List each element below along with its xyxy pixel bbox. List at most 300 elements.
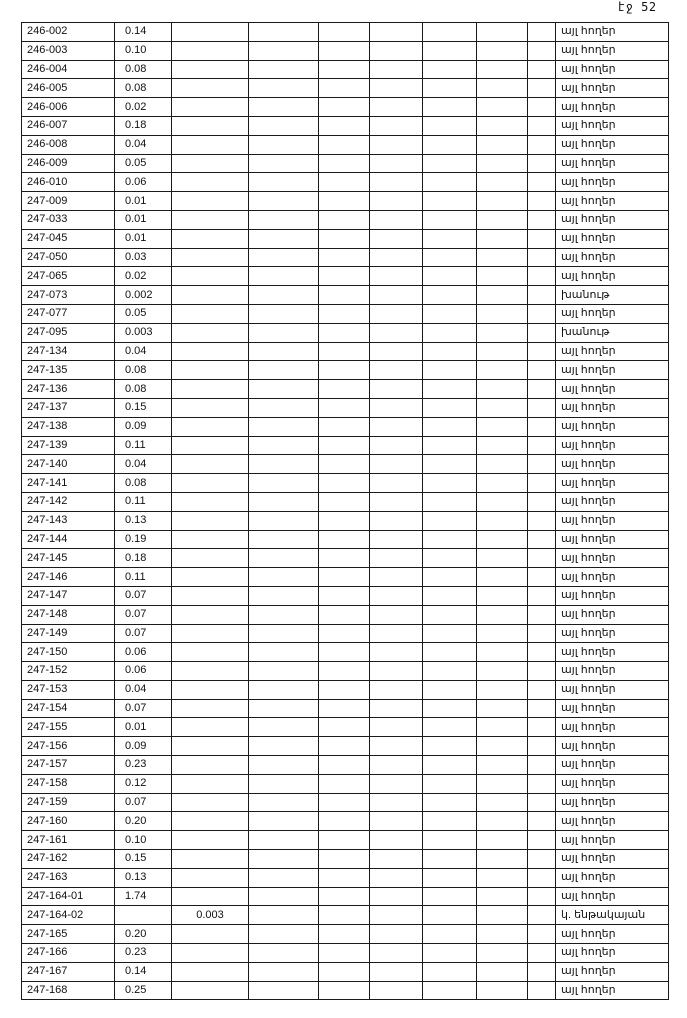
table-row <box>22 812 669 831</box>
parcel-code-cell: 247-065 <box>22 267 115 286</box>
empty-cell <box>423 624 477 643</box>
land-purpose-cell: այլ հողեր <box>556 173 669 192</box>
empty-cell <box>370 98 423 117</box>
empty-cell <box>249 60 319 79</box>
empty-cell <box>528 304 556 323</box>
parcel-code-cell: 246-008 <box>22 135 115 154</box>
empty-cell <box>423 718 477 737</box>
area-cell: 0.01 <box>115 210 172 229</box>
empty-cell <box>528 831 556 850</box>
empty-cell <box>528 680 556 699</box>
area-cell: 0.18 <box>115 116 172 135</box>
empty-cell <box>423 981 477 1000</box>
extra-area-cell <box>172 41 249 60</box>
empty-cell <box>423 793 477 812</box>
empty-cell <box>319 60 370 79</box>
empty-cell <box>477 737 528 756</box>
empty-cell <box>249 774 319 793</box>
empty-cell <box>249 41 319 60</box>
empty-cell <box>319 342 370 361</box>
area-cell: 0.01 <box>115 718 172 737</box>
land-purpose-cell: այլ հողեր <box>556 398 669 417</box>
empty-cell <box>423 41 477 60</box>
extra-area-cell <box>172 812 249 831</box>
empty-cell <box>477 248 528 267</box>
extra-area-cell <box>172 229 249 248</box>
extra-area-cell <box>172 267 249 286</box>
empty-cell <box>528 436 556 455</box>
empty-cell <box>528 380 556 399</box>
empty-cell <box>477 793 528 812</box>
empty-cell <box>249 229 319 248</box>
empty-cell <box>423 267 477 286</box>
empty-cell <box>249 568 319 587</box>
empty-cell <box>249 154 319 173</box>
empty-cell <box>319 850 370 869</box>
empty-cell <box>528 342 556 361</box>
empty-cell <box>319 436 370 455</box>
area-cell: 0.002 <box>115 286 172 305</box>
area-cell: 0.04 <box>115 342 172 361</box>
empty-cell <box>370 737 423 756</box>
table-row <box>22 417 669 436</box>
empty-cell <box>423 455 477 474</box>
empty-cell <box>319 210 370 229</box>
table-row <box>22 925 669 944</box>
empty-cell <box>319 549 370 568</box>
empty-cell <box>249 906 319 925</box>
table-row <box>22 41 669 60</box>
empty-cell <box>370 530 423 549</box>
empty-cell <box>370 229 423 248</box>
empty-cell <box>319 23 370 42</box>
empty-cell <box>370 116 423 135</box>
empty-cell <box>370 699 423 718</box>
empty-cell <box>249 925 319 944</box>
empty-cell <box>319 774 370 793</box>
empty-cell <box>423 398 477 417</box>
table-row <box>22 267 669 286</box>
empty-cell <box>249 286 319 305</box>
empty-cell <box>249 23 319 42</box>
table-row <box>22 492 669 511</box>
empty-cell <box>477 23 528 42</box>
area-cell: 0.05 <box>115 154 172 173</box>
area-cell <box>115 906 172 925</box>
extra-area-cell <box>172 154 249 173</box>
empty-cell <box>319 962 370 981</box>
table-row <box>22 286 669 305</box>
land-purpose-cell: այլ հողեր <box>556 868 669 887</box>
land-purpose-cell: այլ հողեր <box>556 850 669 869</box>
empty-cell <box>528 361 556 380</box>
empty-cell <box>319 586 370 605</box>
area-cell: 0.10 <box>115 41 172 60</box>
empty-cell <box>319 304 370 323</box>
empty-cell <box>423 756 477 775</box>
empty-cell <box>477 906 528 925</box>
empty-cell <box>249 944 319 963</box>
empty-cell <box>423 492 477 511</box>
empty-cell <box>423 774 477 793</box>
extra-area-cell <box>172 98 249 117</box>
empty-cell <box>528 850 556 869</box>
area-cell: 0.07 <box>115 793 172 812</box>
land-purpose-cell: այլ հողեր <box>556 492 669 511</box>
land-purpose-cell: այլ հողեր <box>556 474 669 493</box>
empty-cell <box>249 417 319 436</box>
area-cell: 0.11 <box>115 492 172 511</box>
parcel-code-cell: 247-165 <box>22 925 115 944</box>
land-purpose-cell: այլ հողեր <box>556 304 669 323</box>
empty-cell <box>423 135 477 154</box>
empty-cell <box>528 116 556 135</box>
extra-area-cell <box>172 173 249 192</box>
table-row <box>22 868 669 887</box>
empty-cell <box>423 229 477 248</box>
empty-cell <box>319 380 370 399</box>
land-purpose-cell: այլ հողեր <box>556 511 669 530</box>
area-cell: 0.07 <box>115 624 172 643</box>
extra-area-cell <box>172 23 249 42</box>
table-row <box>22 850 669 869</box>
parcel-code-cell: 247-168 <box>22 981 115 1000</box>
empty-cell <box>423 962 477 981</box>
extra-area-cell <box>172 568 249 587</box>
parcel-code-cell: 247-156 <box>22 737 115 756</box>
land-purpose-cell: այլ հողեր <box>556 417 669 436</box>
parcel-code-cell: 246-007 <box>22 116 115 135</box>
empty-cell <box>528 812 556 831</box>
empty-cell <box>249 474 319 493</box>
page-number: էջ 52 <box>618 0 657 14</box>
table-row <box>22 192 669 211</box>
empty-cell <box>370 511 423 530</box>
land-purpose-cell: այլ հողեր <box>556 549 669 568</box>
table-row <box>22 361 669 380</box>
empty-cell <box>370 492 423 511</box>
table-row <box>22 662 669 681</box>
empty-cell <box>370 192 423 211</box>
land-purpose-cell: այլ հողեր <box>556 455 669 474</box>
extra-area-cell <box>172 624 249 643</box>
empty-cell <box>423 248 477 267</box>
table-row <box>22 23 669 42</box>
empty-cell <box>249 210 319 229</box>
empty-cell <box>528 173 556 192</box>
empty-cell <box>528 624 556 643</box>
empty-cell <box>423 662 477 681</box>
extra-area-cell <box>172 605 249 624</box>
empty-cell <box>423 530 477 549</box>
extra-area-cell <box>172 248 249 267</box>
empty-cell <box>370 304 423 323</box>
empty-cell <box>249 323 319 342</box>
parcel-code-cell: 247-148 <box>22 605 115 624</box>
land-purpose-cell: այլ հողեր <box>556 586 669 605</box>
empty-cell <box>528 962 556 981</box>
table-row <box>22 699 669 718</box>
empty-cell <box>370 60 423 79</box>
empty-cell <box>249 605 319 624</box>
parcel-code-cell: 247-136 <box>22 380 115 399</box>
table-row <box>22 718 669 737</box>
parcel-code-cell: 247-149 <box>22 624 115 643</box>
parcel-code-cell: 246-010 <box>22 173 115 192</box>
empty-cell <box>477 568 528 587</box>
empty-cell <box>370 154 423 173</box>
empty-cell <box>528 756 556 775</box>
empty-cell <box>423 173 477 192</box>
extra-area-cell <box>172 718 249 737</box>
empty-cell <box>528 41 556 60</box>
land-purpose-cell: կ. ենթակայան <box>556 906 669 925</box>
extra-area-cell <box>172 981 249 1000</box>
empty-cell <box>249 304 319 323</box>
empty-cell <box>528 718 556 737</box>
extra-area-cell <box>172 793 249 812</box>
parcel-code-cell: 247-159 <box>22 793 115 812</box>
land-purpose-cell: այլ հողեր <box>556 135 669 154</box>
land-purpose-cell: այլ հողեր <box>556 192 669 211</box>
empty-cell <box>423 98 477 117</box>
table-row <box>22 342 669 361</box>
land-purpose-cell: այլ հողեր <box>556 831 669 850</box>
empty-cell <box>423 737 477 756</box>
empty-cell <box>370 568 423 587</box>
parcel-code-cell: 246-009 <box>22 154 115 173</box>
parcel-code-cell: 247-142 <box>22 492 115 511</box>
empty-cell <box>528 23 556 42</box>
empty-cell <box>477 342 528 361</box>
extra-area-cell <box>172 286 249 305</box>
empty-cell <box>249 662 319 681</box>
land-purpose-cell: այլ հողեր <box>556 60 669 79</box>
empty-cell <box>249 737 319 756</box>
parcel-code-cell: 246-004 <box>22 60 115 79</box>
parcel-code-cell: 247-145 <box>22 549 115 568</box>
empty-cell <box>528 154 556 173</box>
empty-cell <box>423 79 477 98</box>
table-row <box>22 98 669 117</box>
parcel-code-cell: 247-045 <box>22 229 115 248</box>
empty-cell <box>370 210 423 229</box>
table-row <box>22 549 669 568</box>
land-purpose-cell: այլ հողեր <box>556 756 669 775</box>
land-purpose-cell: այլ հողեր <box>556 737 669 756</box>
parcel-code-cell: 247-009 <box>22 192 115 211</box>
parcel-code-cell: 247-077 <box>22 304 115 323</box>
empty-cell <box>319 662 370 681</box>
empty-cell <box>477 774 528 793</box>
area-cell: 0.02 <box>115 267 172 286</box>
empty-cell <box>477 267 528 286</box>
parcel-code-cell: 247-095 <box>22 323 115 342</box>
empty-cell <box>370 586 423 605</box>
empty-cell <box>319 417 370 436</box>
table-row <box>22 210 669 229</box>
land-purpose-cell: այլ հողեր <box>556 680 669 699</box>
land-purpose-cell: այլ հողեր <box>556 41 669 60</box>
empty-cell <box>249 342 319 361</box>
parcel-code-cell: 247-154 <box>22 699 115 718</box>
area-cell: 0.18 <box>115 549 172 568</box>
empty-cell <box>249 98 319 117</box>
empty-cell <box>528 793 556 812</box>
empty-cell <box>477 229 528 248</box>
table-row <box>22 248 669 267</box>
table-row <box>22 380 669 399</box>
empty-cell <box>370 23 423 42</box>
area-cell: 0.04 <box>115 455 172 474</box>
extra-area-cell <box>172 530 249 549</box>
empty-cell <box>370 887 423 906</box>
parcel-code-cell: 247-138 <box>22 417 115 436</box>
parcel-code-cell: 247-073 <box>22 286 115 305</box>
empty-cell <box>477 624 528 643</box>
extra-area-cell <box>172 436 249 455</box>
empty-cell <box>528 737 556 756</box>
area-cell: 0.19 <box>115 530 172 549</box>
extra-area-cell <box>172 398 249 417</box>
empty-cell <box>370 417 423 436</box>
empty-cell <box>319 812 370 831</box>
land-purpose-cell: այլ հողեր <box>556 210 669 229</box>
table-row <box>22 173 669 192</box>
empty-cell <box>477 643 528 662</box>
land-purpose-cell: այլ հողեր <box>556 774 669 793</box>
extra-area-cell <box>172 60 249 79</box>
empty-cell <box>528 79 556 98</box>
empty-cell <box>477 323 528 342</box>
table-row <box>22 79 669 98</box>
parcel-code-cell: 246-005 <box>22 79 115 98</box>
extra-area-cell <box>172 210 249 229</box>
empty-cell <box>477 887 528 906</box>
empty-cell <box>370 906 423 925</box>
empty-cell <box>423 511 477 530</box>
empty-cell <box>249 173 319 192</box>
empty-cell <box>370 41 423 60</box>
land-purpose-cell: այլ հողեր <box>556 568 669 587</box>
land-register-table <box>21 22 669 1000</box>
area-cell: 0.01 <box>115 192 172 211</box>
parcel-code-cell: 247-161 <box>22 831 115 850</box>
empty-cell <box>423 380 477 399</box>
empty-cell <box>528 586 556 605</box>
land-purpose-cell: այլ հողեր <box>556 530 669 549</box>
land-purpose-cell: այլ հողեր <box>556 793 669 812</box>
parcel-code-cell: 247-164-01 <box>22 887 115 906</box>
empty-cell <box>423 23 477 42</box>
land-purpose-cell: այլ հողեր <box>556 116 669 135</box>
extra-area-cell <box>172 699 249 718</box>
empty-cell <box>528 699 556 718</box>
empty-cell <box>249 135 319 154</box>
empty-cell <box>370 662 423 681</box>
empty-cell <box>249 549 319 568</box>
empty-cell <box>477 474 528 493</box>
empty-cell <box>370 981 423 1000</box>
empty-cell <box>249 380 319 399</box>
empty-cell <box>370 831 423 850</box>
table-row <box>22 680 669 699</box>
area-cell: 0.08 <box>115 361 172 380</box>
empty-cell <box>528 549 556 568</box>
empty-cell <box>423 474 477 493</box>
empty-cell <box>477 417 528 436</box>
empty-cell <box>370 643 423 662</box>
area-cell: 0.09 <box>115 417 172 436</box>
empty-cell <box>319 229 370 248</box>
parcel-code-cell: 247-141 <box>22 474 115 493</box>
area-cell: 0.13 <box>115 868 172 887</box>
table-row <box>22 568 669 587</box>
table-row <box>22 774 669 793</box>
land-purpose-cell: այլ հողեր <box>556 380 669 399</box>
extra-area-cell <box>172 455 249 474</box>
empty-cell <box>249 962 319 981</box>
area-cell: 0.20 <box>115 812 172 831</box>
parcel-code-cell: 247-139 <box>22 436 115 455</box>
empty-cell <box>477 962 528 981</box>
empty-cell <box>249 887 319 906</box>
extra-area-cell <box>172 680 249 699</box>
empty-cell <box>319 135 370 154</box>
empty-cell <box>370 398 423 417</box>
empty-cell <box>528 643 556 662</box>
table-row <box>22 229 669 248</box>
empty-cell <box>423 868 477 887</box>
empty-cell <box>319 455 370 474</box>
empty-cell <box>319 868 370 887</box>
land-purpose-cell: այլ հողեր <box>556 98 669 117</box>
empty-cell <box>319 361 370 380</box>
empty-cell <box>477 98 528 117</box>
empty-cell <box>319 737 370 756</box>
empty-cell <box>249 436 319 455</box>
area-cell: 0.03 <box>115 248 172 267</box>
empty-cell <box>370 605 423 624</box>
land-purpose-cell: այլ հողեր <box>556 699 669 718</box>
empty-cell <box>477 944 528 963</box>
empty-cell <box>477 549 528 568</box>
empty-cell <box>319 643 370 662</box>
extra-area-cell <box>172 549 249 568</box>
land-purpose-cell: այլ հողեր <box>556 643 669 662</box>
empty-cell <box>319 793 370 812</box>
parcel-code-cell: 247-167 <box>22 962 115 981</box>
land-purpose-cell: այլ հողեր <box>556 229 669 248</box>
empty-cell <box>249 361 319 380</box>
land-purpose-cell: այլ հողեր <box>556 342 669 361</box>
empty-cell <box>370 793 423 812</box>
area-cell: 0.20 <box>115 925 172 944</box>
empty-cell <box>528 60 556 79</box>
empty-cell <box>319 530 370 549</box>
empty-cell <box>528 474 556 493</box>
table-body <box>22 23 669 1000</box>
empty-cell <box>528 774 556 793</box>
parcel-code-cell: 247-143 <box>22 511 115 530</box>
empty-cell <box>423 643 477 662</box>
extra-area-cell <box>172 361 249 380</box>
empty-cell <box>528 568 556 587</box>
table-row <box>22 643 669 662</box>
extra-area-cell: 0.003 <box>172 906 249 925</box>
empty-cell <box>477 680 528 699</box>
empty-cell <box>423 680 477 699</box>
